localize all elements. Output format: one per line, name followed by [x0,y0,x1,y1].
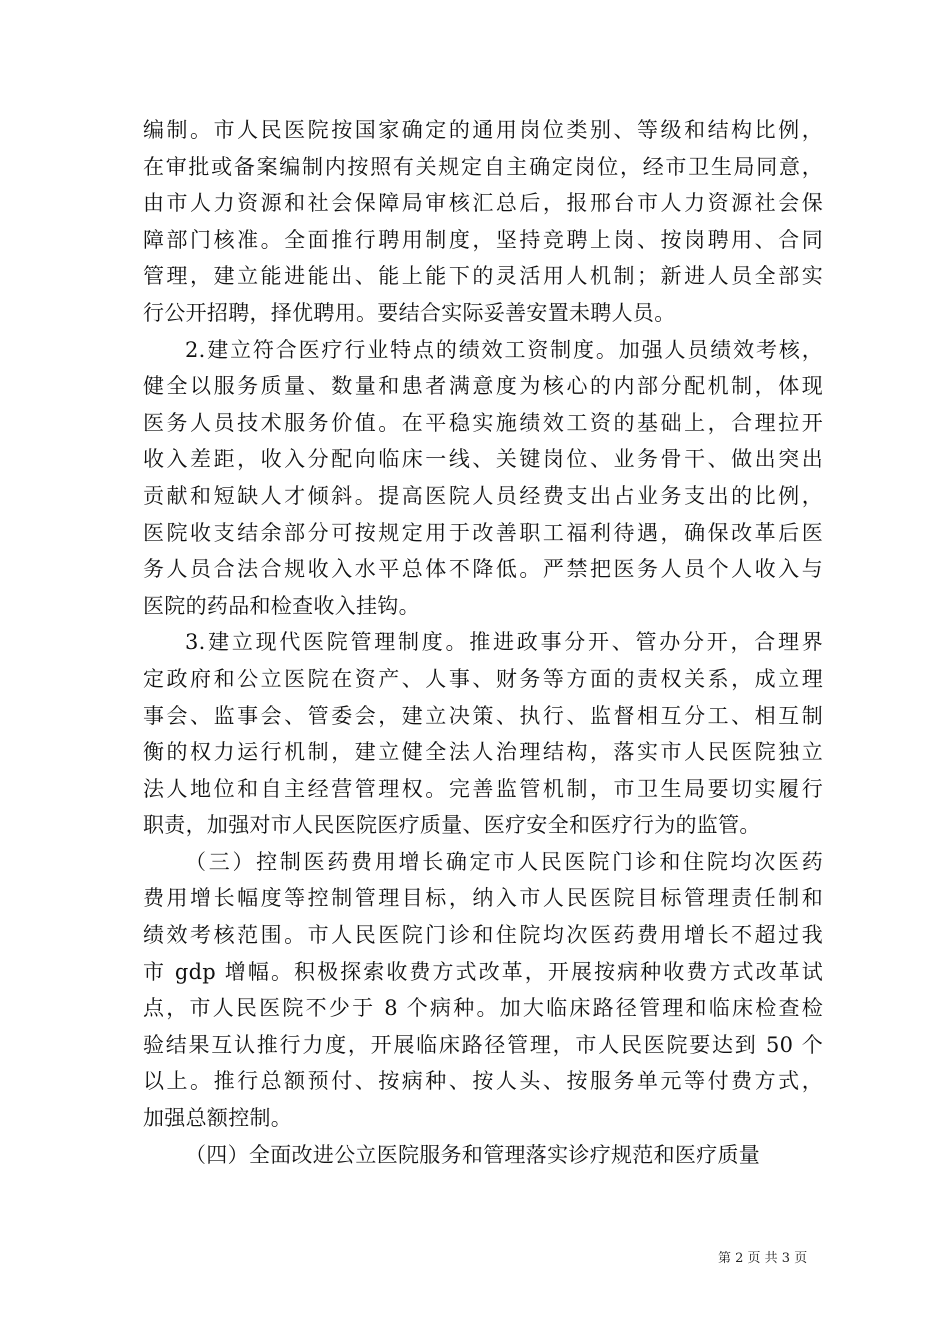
text-line: 事会、监事会、管委会，建立决策、执行、监督相互分工、相互制 [143,703,823,728]
text-line: 务人员合法合规收入水平总体不降低。严禁把医务人员个人收入与 [143,557,823,582]
text-line: 衡的权力运行机制，建立健全法人治理结构，落实市人民医院独立 [143,740,823,765]
text-line: 贡献和短缺人才倾斜。提高医院人员经费支出占业务支出的比例， [143,483,823,508]
text-line: （三）控制医药费用增长确定市人民医院门诊和住院均次医药 [185,849,823,874]
text-line: 医务人员技术服务价值。在平稳实施绩效工资的基础上，合理拉开 [143,410,823,435]
text-line: 健全以服务质量、数量和患者满意度为核心的内部分配机制，体现 [143,374,823,399]
text-line: 费用增长幅度等控制管理目标，纳入市人民医院目标管理责任制和 [143,886,823,911]
text-line: 医院收支结余部分可按规定用于改善职工福利待遇，确保改革后医 [143,520,823,545]
text-line: 收入差距，收入分配向临床一线、关键岗位、业务骨干、做出突出 [143,447,823,472]
paragraph-1 [143,112,823,332]
paragraph-2 [143,332,823,625]
text-line: 编制。市人民医院按国家确定的通用岗位类别、等级和结构比例， [143,118,823,142]
text-line: 管理，建立能进能出、能上能下的灵活用人机制；新进人员全部实 [143,264,823,289]
text-line: 验结果互认推行力度，开展临床路径管理，市人民医院要达到 50 个 [143,1032,823,1057]
text-line: 医院的药品和检查收入挂钩。 [143,593,420,618]
text-line: 点，市人民医院不少于 8 个病种。加大临床路径管理和临床检查检 [143,996,823,1021]
text-line: 3.建立现代医院管理制度。推进政事分开、管办分开，合理界 [185,630,823,655]
text-line: 法人地位和自主经营管理权。完善监管机制，市卫生局要切实履行 [143,776,823,801]
paragraph-5 [143,1137,823,1174]
paragraph-4 [143,844,823,1137]
text-line: 以上。推行总额预付、按病种、按人头、按服务单元等付费方式， [143,1069,823,1094]
text-line: 2.建立符合医疗行业特点的绩效工资制度。加强人员绩效考核， [185,337,823,362]
text-line: 定政府和公立医院在资产、人事、财务等方面的责权关系，成立理 [143,666,823,691]
text-line: 职责，加强对市人民医院医疗质量、医疗安全和医疗行为的监管。 [143,813,761,838]
text-line: 绩效考核范围。市人民医院门诊和住院均次医药费用增长不超过我 [143,923,823,948]
text-line: 由市人力资源和社会保障局审核汇总后，报邢台市人力资源社会保 [143,191,823,216]
document-body [143,112,823,1173]
paragraph-3 [143,624,823,844]
text-line: 加强总额控制。 [143,1106,293,1131]
text-line: （四）全面改进公立医院服务和管理落实诊疗规范和医疗质量 [185,1142,761,1167]
text-line: 市 gdp 增幅。积极探索收费方式改革，开展按病种收费方式改革试 [143,959,823,984]
page-number-footer: 第 2 页 共 3 页 [718,1251,808,1266]
text-line: 行公开招聘，择优聘用。要结合实际妥善安置未聘人员。 [143,300,676,325]
text-line: 障部门核准。全面推行聘用制度，坚持竞聘上岗、按岗聘用、合同 [143,227,823,252]
text-line: 在审批或备案编制内按照有关规定自主确定岗位，经市卫生局同意， [143,154,823,179]
